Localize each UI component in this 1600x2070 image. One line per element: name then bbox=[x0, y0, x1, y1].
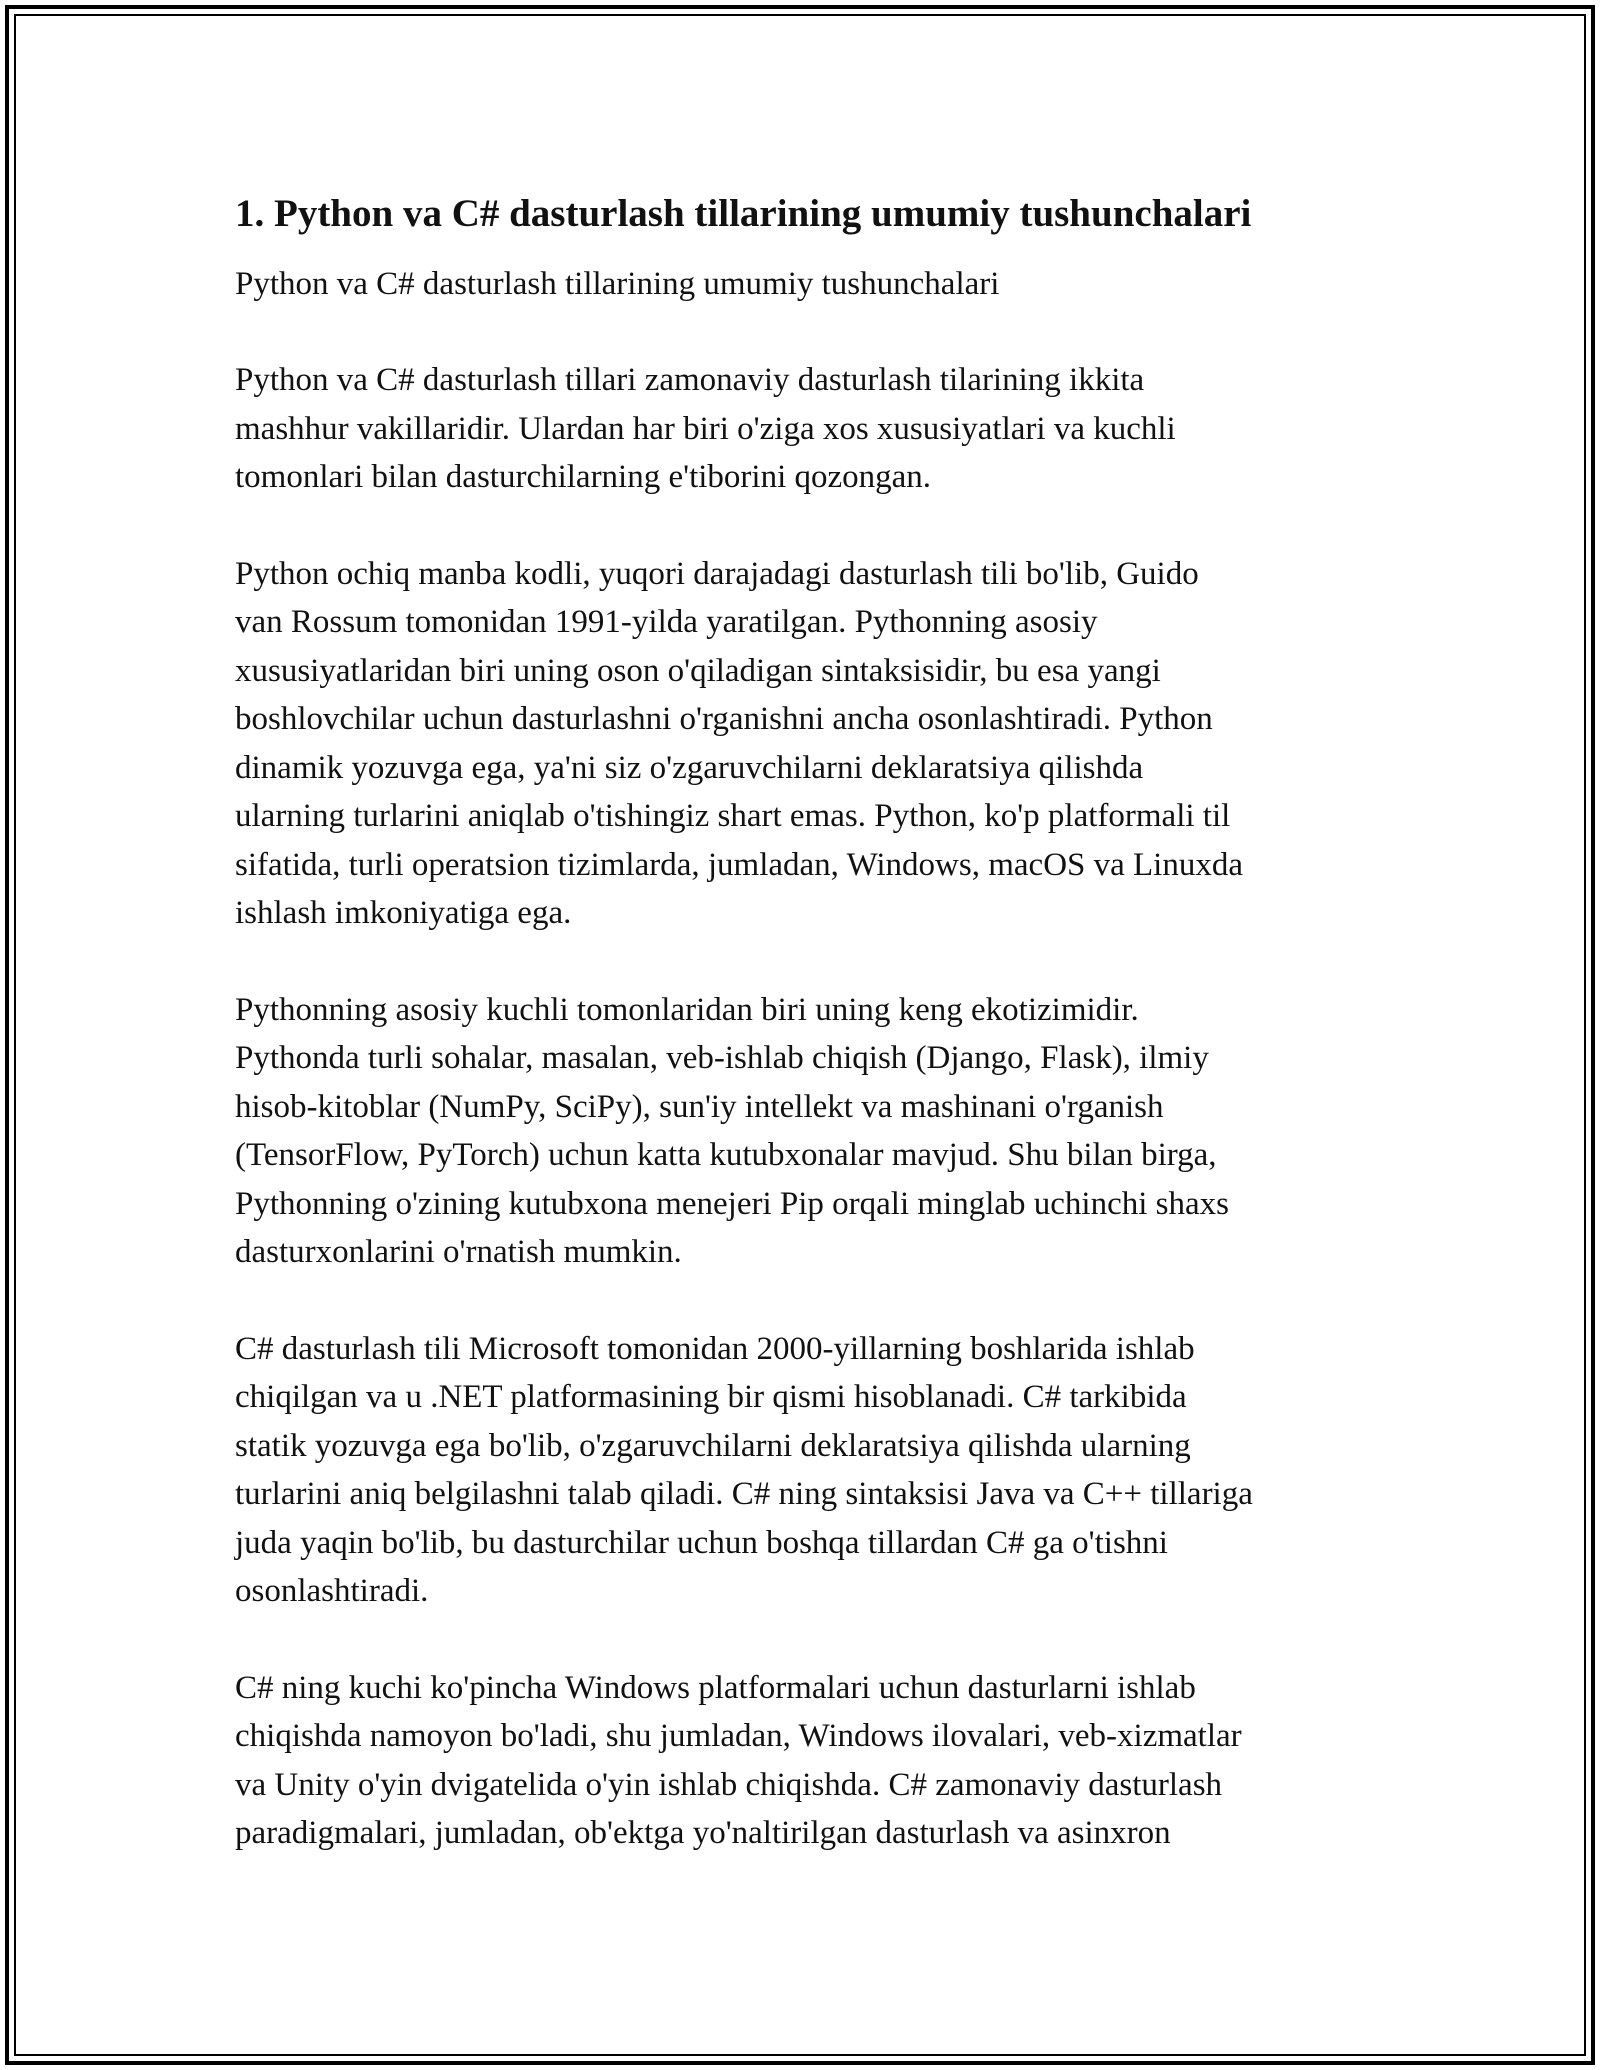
paragraph-line: C# dasturlash tili Microsoft tomonidan 2000-yillarning boshlarida ishlab bbox=[235, 1330, 1195, 1367]
paragraph-3 bbox=[235, 986, 1395, 1277]
paragraph-line: dinamik yozuvga ega, ya'ni siz o'zgaruvchilarni deklaratsiya qilishda bbox=[235, 749, 1144, 786]
paragraph-line: ularning turlarini aniqlab o'tishingiz shart emas. Python, ko'p platformali til bbox=[235, 798, 1231, 834]
paragraph-line: hisob-kitoblar (NumPy, SciPy), sun'iy intellekt va mashinani o'rganish bbox=[235, 1088, 1164, 1125]
paragraph-line: juda yaqin bo'lib, bu dasturchilar uchun boshqa tillardan C# ga o'tishni bbox=[235, 1524, 1168, 1561]
paragraph-4 bbox=[235, 1325, 1395, 1616]
document-title: 1. Python va C# dasturlash tillarining umumiy tushunchalari bbox=[235, 192, 1252, 235]
paragraph-line: paradigmalari, jumladan, ob'ektga yo'naltirilgan dasturlash va asinxron bbox=[235, 1815, 1171, 1851]
paragraph-line: statik yozuvga ega bo'lib, o'zgaruvchilarni deklaratsiya qilishda ularning bbox=[235, 1427, 1191, 1464]
paragraph-line: chiqishda namoyon bo'ladi, shu jumladan, Windows ilovalari, veb-xizmatlar bbox=[235, 1718, 1242, 1754]
paragraph-line: van Rossum tomonidan 1991-yilda yaratilgan. Pythonning asosiy bbox=[235, 604, 1098, 640]
paragraph-line: Python va C# dasturlash tillari zamonaviy dasturlash tilarining ikkita bbox=[235, 362, 1145, 398]
paragraph-5 bbox=[235, 1664, 1395, 1858]
paragraph-line: Python ochiq manba kodli, yuqori darajadagi dasturlash tili bo'lib, Guido bbox=[235, 555, 1199, 592]
document-subtitle: Python va C# dasturlash tillarining umumiy tushunchalari bbox=[235, 266, 1000, 302]
paragraph-line: (TensorFlow, PyTorch) uchun katta kutubxonalar mavjud. Shu bilan birga, bbox=[235, 1137, 1217, 1173]
paragraph-line: sifatida, turli operatsion tizimlarda, jumladan, Windows, macOS va Linuxda bbox=[235, 846, 1243, 883]
paragraph-line: va Unity o'yin dvigatelida o'yin ishlab chiqishda. C# zamonaviy dasturlash bbox=[235, 1766, 1223, 1803]
paragraph-line: osonlashtiradi. bbox=[235, 1573, 429, 1609]
paragraph-line: mashhur vakillaridir. Ulardan har biri o'ziga xos xususiyatlari va kuchli bbox=[235, 410, 1176, 447]
paragraph-line: xususiyatlaridan biri uning oson o'qiladigan sintaksisidir, bu esa yangi bbox=[235, 652, 1161, 689]
paragraph-line: C# ning kuchi ko'pincha Windows platformalari uchun dasturlarni ishlab bbox=[235, 1669, 1196, 1706]
paragraph-1 bbox=[235, 356, 1395, 502]
document-body bbox=[235, 186, 1395, 1858]
paragraph-line: Pythonda turli sohalar, masalan, veb-ishlab chiqish (Django, Flask), ilmiy bbox=[235, 1040, 1209, 1076]
paragraph-line: Pythonning asosiy kuchli tomonlaridan biri uning keng ekotizimidir. bbox=[235, 991, 1139, 1028]
paragraph-line: dasturxonlarini o'rnatish mumkin. bbox=[235, 1234, 682, 1270]
paragraph-line: boshlovchilar uchun dasturlashni o'rganishni ancha osonlashtiradi. Python bbox=[235, 701, 1213, 737]
paragraph-line: turlarini aniq belgilashni talab qiladi. C# ning sintaksisi Java va C++ tillariga bbox=[235, 1476, 1253, 1512]
paragraph-2 bbox=[235, 550, 1395, 938]
paragraph-line: chiqilgan va u .NET platformasining bir qismi hisoblanadi. C# tarkibida bbox=[235, 1379, 1187, 1415]
paragraph-line: tomonlari bilan dasturchilarning e'tiborini qozongan. bbox=[235, 459, 932, 495]
paragraph-line: ishlash imkoniyatiga ega. bbox=[235, 895, 572, 931]
paragraph-line: Pythonning o'zining kutubxona menejeri Pip orqali minglab uchinchi shaxs bbox=[235, 1185, 1229, 1222]
